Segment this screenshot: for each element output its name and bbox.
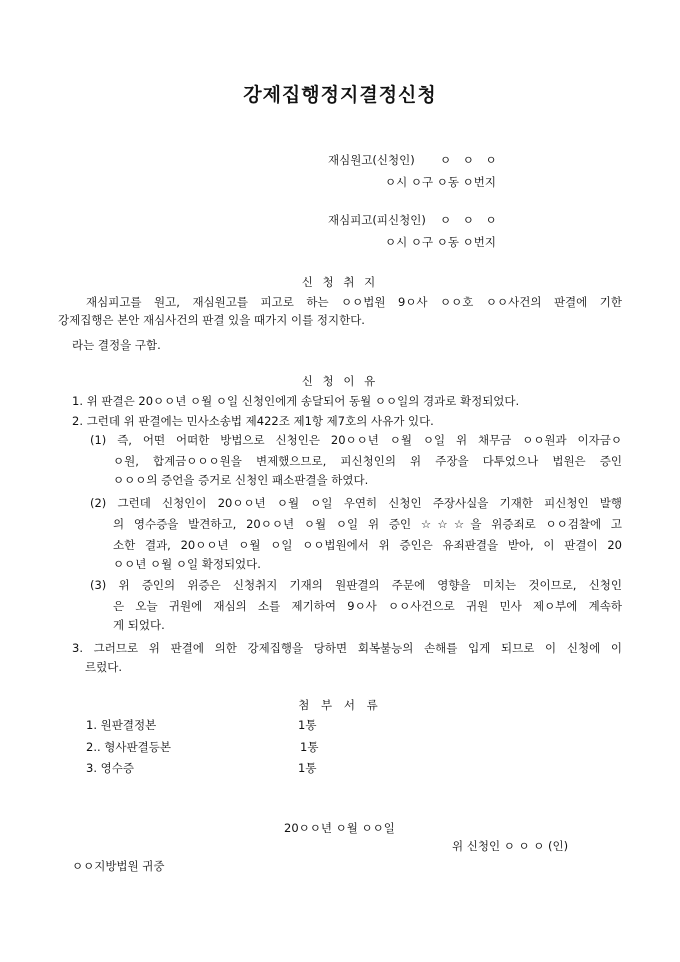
applicant-label: 재심원고(신청인) <box>328 153 415 167</box>
attachment-name: 1. 원판결정본 <box>86 718 157 732</box>
filing-date: 20ㅇㅇ년 ㅇ월 ㅇㅇ일 <box>284 821 395 835</box>
attachment-count: 1통 <box>300 740 319 754</box>
reason-item-2: 2. 그런데 위 판결에는 민사소송법 제422조 제1항 제7호의 사유가 있다. <box>72 414 434 428</box>
applicant-address: ㅇ시 ㅇ구 ㅇ동 ㅇ번지 <box>385 175 496 189</box>
reason-item-1: 1. 위 판결은 20ㅇㅇ년 ㅇ월 ㅇ일 신청인에게 송달되어 동월 ㅇㅇ일의 경과로 확정되었다. <box>72 394 520 408</box>
respondent-name: ㅇ ㅇ ㅇ <box>440 213 501 227</box>
attachment-count: 1통 <box>298 761 317 775</box>
attachment-name: 2.. 형사판결등본 <box>86 740 171 754</box>
respondent-address: ㅇ시 ㅇ구 ㅇ동 ㅇ번지 <box>385 235 496 249</box>
applicant-signature: 위 신청인 ㅇ ㅇ ㅇ (인) <box>452 839 569 853</box>
applicant-name: ㅇ ㅇ ㅇ <box>440 153 501 167</box>
respondent-label: 재심피고(피신청인) <box>328 213 426 227</box>
reason-sub3-line2: 은 오늘 귀원에 재심의 소를 제기하여 9ㅇ사 ㅇㅇ사건으로 귀원 민사 제ㅇ부에 계속하 <box>113 599 622 613</box>
reason-sub2-line2: 의 영수증을 발견하고, 20ㅇㅇ년 ㅇ월 ㅇ일 위 증인 ☆☆☆을 위증죄로 ㅇㅇ검찰에 고 <box>113 517 622 531</box>
reason-sub3-line3: 게 되었다. <box>113 618 165 632</box>
purpose-closing: 라는 결정을 구함. <box>72 338 161 352</box>
purpose-body-line2: 강제집행은 본안 재심사건의 판결 있을 때가지 이를 정지한다. <box>58 313 365 327</box>
reasons-heading: 신 청 이 유 <box>301 374 379 388</box>
court-addressee: ㅇㅇ지방법원 귀중 <box>72 859 165 873</box>
purpose-body-line1: 재심피고를 원고, 재심원고를 피고로 하는 ㅇㅇ법원 9ㅇ사 ㅇㅇ호 ㅇㅇ사건의 판결에 기한 <box>86 295 622 309</box>
attachment-name: 3. 영수증 <box>86 761 134 775</box>
reason-sub2-line4: ㅇㅇ년 ㅇ월 ㅇ일 확정되었다. <box>113 557 261 571</box>
reason-sub1-line2: ㅇ원, 합계금ㅇㅇㅇ원을 변제했으므로, 피신청인의 위 주장을 다투었으나 법원은 증인 <box>113 454 622 468</box>
attachments-heading: 첨 부 서 류 <box>298 698 382 712</box>
reason-item-3-line2: 르렀다. <box>85 660 122 674</box>
attachment-count: 1통 <box>298 718 317 732</box>
reason-sub3-line1: (3) 위 증인의 위증은 신청취지 기재의 원판결의 주문에 영향을 미치는 것이므로, 신청인 <box>90 578 622 592</box>
reason-sub2-line3: 소한 결과, 20ㅇㅇ년 ㅇ월 ㅇ일 ㅇㅇ법원에서 위 증인은 유죄판결을 받아, 이 판결이 20 <box>113 538 622 552</box>
reason-sub1-line3: ㅇㅇㅇ의 증언을 증거로 신청인 패소판결을 하였다. <box>113 473 369 487</box>
document-title: 강제집행정지결정신청 <box>243 84 437 106</box>
reason-sub1-line1: (1) 즉, 어떤 어떠한 방법으로 신청인은 20ㅇㅇ년 ㅇ월 ㅇ일 위 채무금 ㅇㅇ원과 이자금ㅇ <box>90 433 622 447</box>
reason-sub2-line1: (2) 그런데 신청인이 20ㅇㅇ년 ㅇ월 ㅇ일 우연히 신청인 주장사실을 기재한 피신청인 발행 <box>90 496 622 510</box>
reason-item-3-line1: 3. 그러므로 위 판결에 의한 강제집행을 당하면 회복불능의 손해를 입게 되므로 이 신청에 이 <box>72 641 622 655</box>
purpose-heading: 신 청 취 지 <box>301 275 379 289</box>
